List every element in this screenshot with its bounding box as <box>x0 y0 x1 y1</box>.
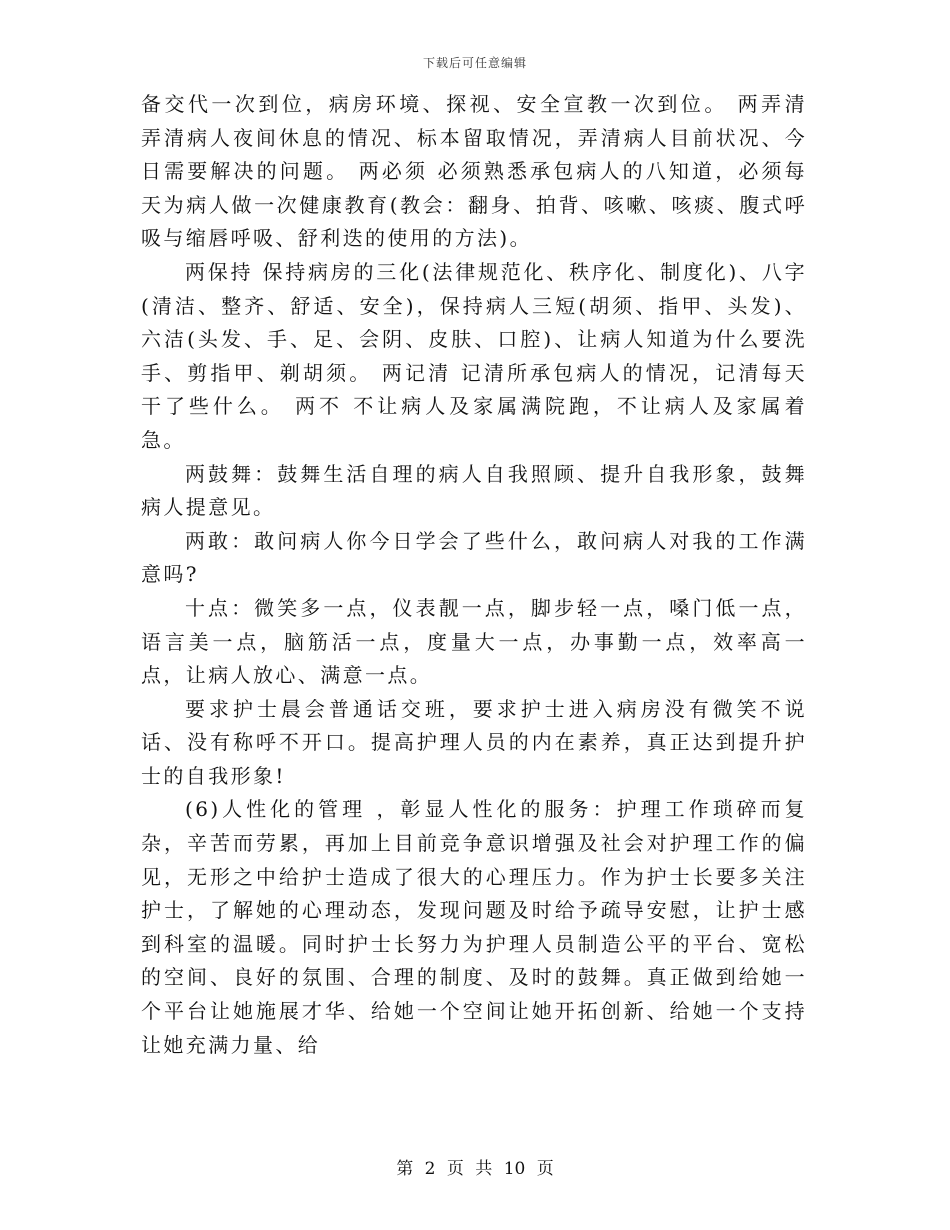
paragraph-1: 备交代一次到位，病房环境、探视、安全宣教一次到位。 两弄清 弄清病人夜间休息的情况、标本留取情况，弄清病人目前状况、今日需要解决的问题。 两必须 必须熟悉承包病人的八知道，必须每天为病人做一次健康教育(教会：翻身、拍背、咳嗽、咳痰、腹式呼吸与缩唇呼吸、舒利迭的使用的方法)。 <box>141 92 807 251</box>
page-number: 第 2 页 共 10 页 <box>396 1159 554 1179</box>
header-note: 下载后可任意编辑 <box>422 56 527 70</box>
paragraph-7: (6)人性化的管理 ，彰显人性化的服务：护理工作琐碎而复杂，辛苦而劳累，再加上目前竞争意识增强及社会对护理工作的偏见，无形之中给护士造成了很大的心理压力。作为护士长要多关注护士，了解她的心理动态，发现问题及时给予疏导安慰，让护士感到科室的温暖。同时护士长努力为护理人员制造公平的平台、宽松的空间、良好的氛围、合理的制度、及时的鼓舞。真正做到给她一个平台让她施展才华、给她一个空间让她开拓创新、给她一个支持让她充满力量、给 <box>141 797 807 1057</box>
document-body <box>141 88 807 1062</box>
paragraph-2: 两保持 保持病房的三化(法律规范化、秩序化、制度化)、八字(清洁、整齐、舒适、安全)，保持病人三短(胡须、指甲、头发)、六洁(头发、手、足、会阴、皮肤、口腔)、让病人知道为什么要洗手、剪指甲、剃胡须。 两记清 记清所承包病人的情况，记清每天干了些什么。 两不 不让病人及家属满院跑，不让病人及家属着急。 <box>141 259 807 452</box>
paragraph-3: 两鼓舞：鼓舞生活自理的病人自我照顾、提升自我形象，鼓舞病人提意见。 <box>141 461 807 520</box>
paragraph-6: 要求护士晨会普通话交班，要求护士进入病房没有微笑不说话、没有称呼不开口。提高护理人员的内在素养，真正达到提升护士的自我形象! <box>141 696 807 788</box>
paragraph-5: 十点：微笑多一点，仪表靓一点，脚步轻一点，嗓门低一点，语言美一点，脑筋活一点，度量大一点，办事勤一点，效率高一点，让病人放心、满意一点。 <box>141 595 807 688</box>
paragraph-4: 两敢：敢问病人你今日学会了些什么，敢问病人对我的工作满意吗? <box>141 528 807 587</box>
